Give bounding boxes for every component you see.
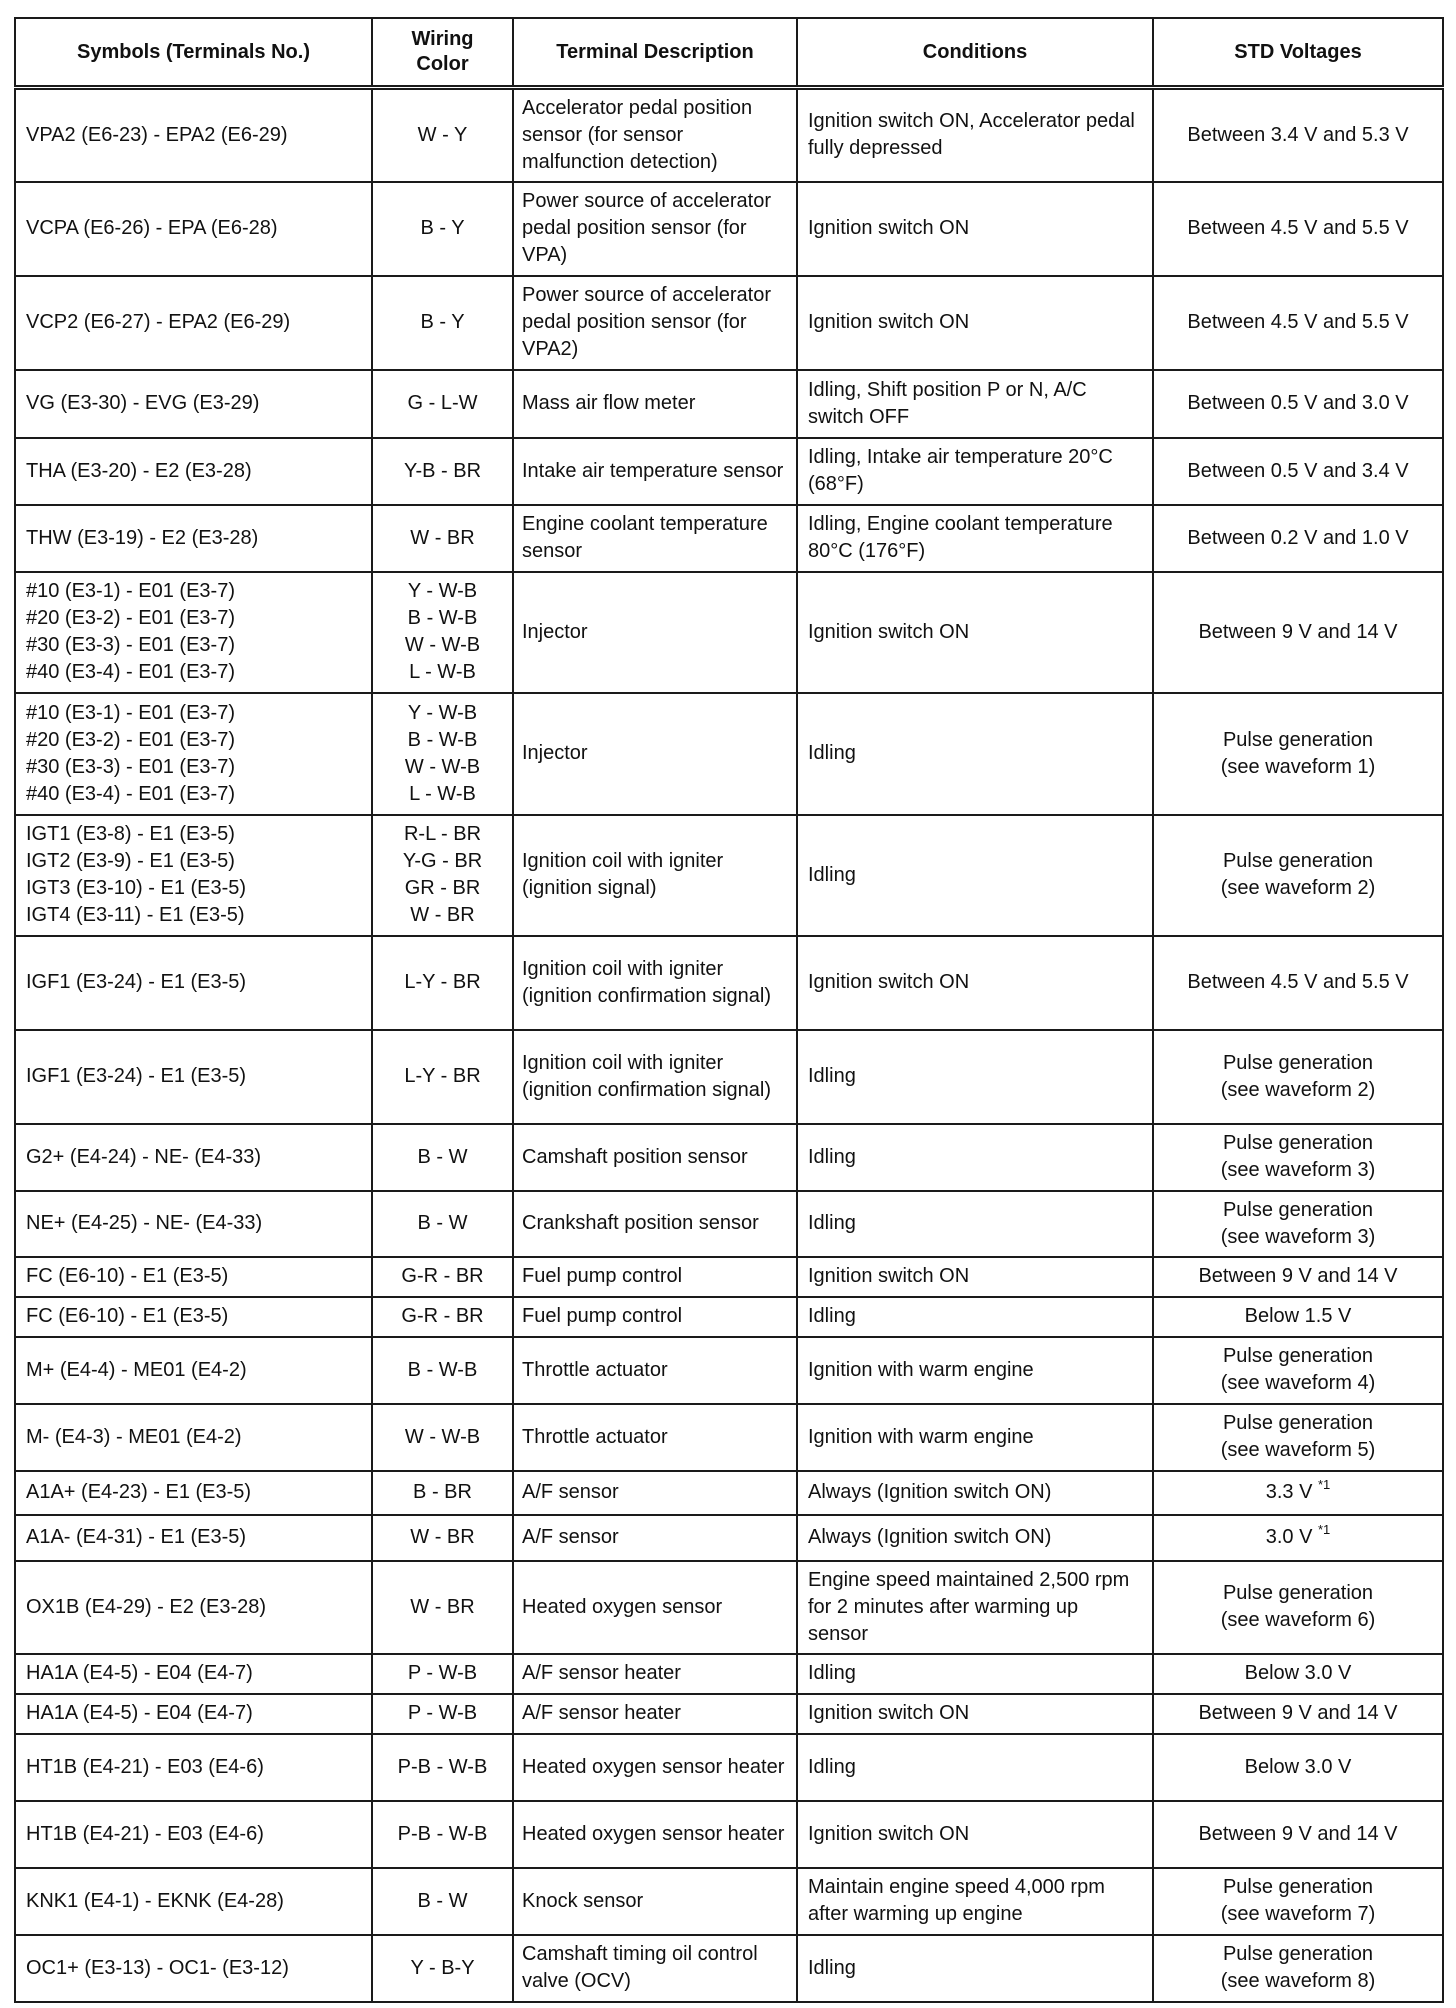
wiring-color: B - W [417, 1212, 468, 1234]
std-voltage-cell [1153, 1868, 1443, 1935]
table-row [15, 1734, 1443, 1801]
terminal-description-cell: Camshaft position sensor [513, 1124, 797, 1191]
terminal-symbol: THA (E3-20) - E2 (E3-28) [26, 459, 252, 482]
symbols-cell [15, 1471, 372, 1515]
terminal-description-cell: Injector [513, 693, 797, 815]
std-voltage-cell [1153, 1515, 1443, 1561]
symbols-cell [15, 438, 372, 505]
terminal-description-cell: A/F sensor heater [513, 1694, 797, 1734]
conditions-cell: Ignition switch ON [797, 1694, 1153, 1734]
terminal-description-cell: Fuel pump control [513, 1297, 797, 1337]
wiring-color-cell [372, 1868, 513, 1935]
symbols-cell [15, 88, 372, 182]
conditions-cell: Ignition with warm engine [797, 1404, 1153, 1471]
terminal-symbol: M- (E4-3) - ME01 (E4-2) [26, 1425, 242, 1448]
wiring-color: W - W-B [404, 634, 481, 656]
table-row [15, 182, 1443, 276]
wiring-color: B - BR [413, 1481, 472, 1503]
wiring-color-cell [372, 1471, 513, 1515]
std-voltage-cell [1153, 815, 1443, 936]
table-row [15, 1935, 1443, 2002]
wiring-color-cell [372, 88, 513, 182]
terminal-symbol: #40 (E3-4) - E01 (E3-7) [26, 661, 235, 683]
table-row [15, 438, 1443, 505]
std-voltage-cell [1153, 1471, 1443, 1515]
terminal-symbol: IGT1 (E3-8) - E1 (E3-5) [26, 823, 235, 845]
std-voltage-cell [1153, 1654, 1443, 1694]
terminal-description-cell: Knock sensor [513, 1868, 797, 1935]
header-wiring-line2: Color [416, 53, 469, 75]
terminal-description-cell: Camshaft timing oil control valve (OCV) [513, 1935, 797, 2002]
header-symbols: Symbols (Terminals No.) [15, 18, 372, 88]
conditions-cell: Idling [797, 1654, 1153, 1694]
std-voltage-cell [1153, 1191, 1443, 1257]
terminal-symbol: VCPA (E6-26) - EPA (E6-28) [26, 217, 278, 239]
terminal-description-cell: Fuel pump control [513, 1257, 797, 1297]
terminal-symbol: IGF1 (E3-24) - E1 (E3-5) [26, 1065, 247, 1087]
symbols-cell [15, 1124, 372, 1191]
terminal-symbol: HA1A (E4-5) - E04 (E4-7) [26, 1702, 253, 1724]
wiring-color: W - BR [410, 526, 475, 549]
terminal-symbol: #10 (E3-1) - E01 (E3-7) [26, 580, 235, 602]
conditions-cell: Maintain engine speed 4,000 rpm after warming up engine [797, 1868, 1153, 1935]
std-voltage-value: Between 0.5 V and 3.0 V [1187, 392, 1409, 414]
terminal-description-cell: Ignition coil with igniter (ignition confirmation signal) [513, 936, 797, 1030]
terminal-description-cell: Heated oxygen sensor heater [513, 1801, 797, 1868]
symbols-cell [15, 1561, 372, 1654]
wiring-color-cell [372, 815, 513, 936]
symbols-cell [15, 182, 372, 276]
std-voltage-value: Between 3.4 V and 5.3 V [1187, 123, 1409, 146]
conditions-cell: Idling [797, 1734, 1153, 1801]
wiring-color-cell [372, 693, 513, 815]
wiring-color-cell [372, 936, 513, 1030]
table-row [15, 1257, 1443, 1297]
terminal-description-cell: A/F sensor [513, 1471, 797, 1515]
conditions-cell: Ignition with warm engine [797, 1337, 1153, 1404]
std-voltage-cell [1153, 1694, 1443, 1734]
header-row [15, 18, 1443, 88]
wiring-color: G-R - BR [401, 1265, 484, 1287]
conditions-cell: Idling [797, 693, 1153, 815]
wiring-color: B - W-B [407, 1358, 478, 1381]
wiring-color-cell [372, 276, 513, 370]
symbols-cell [15, 1404, 372, 1471]
conditions-cell: Ignition switch ON [797, 1257, 1153, 1297]
symbols-cell [15, 1030, 372, 1124]
terminal-description-cell: Crankshaft position sensor [513, 1191, 797, 1257]
std-voltage-cell [1153, 1404, 1443, 1471]
wiring-color-cell [372, 182, 513, 276]
wiring-color-cell [372, 1124, 513, 1191]
std-voltage-value: Between 4.5 V and 5.5 V [1187, 217, 1409, 239]
symbols-cell [15, 1191, 372, 1257]
wiring-color-cell [372, 1515, 513, 1561]
wiring-color: B - W [417, 1889, 468, 1912]
std-voltage-cell [1153, 936, 1443, 1030]
table-row [15, 1654, 1443, 1694]
terminal-symbol: OC1+ (E3-13) - OC1- (E3-12) [26, 1956, 289, 1979]
conditions-cell: Idling [797, 1191, 1153, 1257]
table-row [15, 276, 1443, 370]
std-voltage-value: Below 1.5 V [1244, 1305, 1352, 1327]
terminal-description-cell: Intake air temperature sensor [513, 438, 797, 505]
std-voltage-cell [1153, 1337, 1443, 1404]
table-row [15, 815, 1443, 936]
wiring-color-cell [372, 438, 513, 505]
table-row [15, 1337, 1443, 1404]
wiring-color: B - Y [420, 311, 465, 333]
std-voltage-value: Pulse generation (see waveform 6) [1220, 1582, 1376, 1631]
terminal-description-cell: Mass air flow meter [513, 370, 797, 438]
wiring-color: G-R - BR [401, 1305, 484, 1327]
wiring-color: W - BR [410, 1526, 475, 1548]
table-row [15, 1868, 1443, 1935]
std-voltage-value: Between 4.5 V and 5.5 V [1187, 971, 1409, 993]
terminal-symbol: VG (E3-30) - EVG (E3-29) [26, 392, 260, 414]
std-voltage-value: Below 3.0 V [1244, 1662, 1352, 1684]
terminal-symbol: VCP2 (E6-27) - EPA2 (E6-29) [26, 311, 291, 333]
conditions-cell: Idling, Shift position P or N, A/C switch OFF [797, 370, 1153, 438]
symbols-cell [15, 1801, 372, 1868]
table-row [15, 1801, 1443, 1868]
table-row [15, 936, 1443, 1030]
terminal-description-cell: Ignition coil with igniter (ignition confirmation signal) [513, 1030, 797, 1124]
symbols-cell [15, 936, 372, 1030]
terminal-symbol: G2+ (E4-24) - NE- (E4-33) [26, 1145, 262, 1168]
wiring-color-cell [372, 1734, 513, 1801]
std-voltage-cell [1153, 1801, 1443, 1868]
conditions-cell: Ignition switch ON [797, 182, 1153, 276]
std-voltage-value: Pulse generation (see waveform 7) [1220, 1876, 1376, 1925]
table-row [15, 1030, 1443, 1124]
conditions-cell: Ignition switch ON, Accelerator pedal fully depressed [797, 88, 1153, 182]
table-row [15, 88, 1443, 182]
table-row [15, 1404, 1443, 1471]
terminal-symbol: #10 (E3-1) - E01 (E3-7) [26, 701, 235, 724]
wiring-color: Y - B-Y [410, 1956, 475, 1979]
terminal-symbol: #30 (E3-3) - E01 (E3-7) [26, 755, 235, 778]
std-voltage-value: Pulse generation (see waveform 4) [1220, 1345, 1376, 1394]
terminal-symbol: IGF1 (E3-24) - E1 (E3-5) [26, 971, 247, 993]
symbols-cell [15, 1935, 372, 2002]
conditions-cell: Idling [797, 815, 1153, 936]
terminal-description-cell: Engine coolant temperature sensor [513, 505, 797, 572]
std-voltage-cell [1153, 370, 1443, 438]
wiring-color-cell [372, 1337, 513, 1404]
std-voltage-cell [1153, 1561, 1443, 1654]
std-voltage-cell [1153, 1297, 1443, 1337]
terminal-symbol: IGT2 (E3-9) - E1 (E3-5) [26, 850, 235, 872]
terminal-symbol: #30 (E3-3) - E01 (E3-7) [26, 634, 235, 656]
wiring-color: P-B - W-B [397, 1755, 488, 1778]
symbols-cell [15, 1734, 372, 1801]
terminal-symbol: A1A- (E4-31) - E1 (E3-5) [26, 1526, 247, 1548]
terminal-symbol: HA1A (E4-5) - E04 (E4-7) [26, 1662, 253, 1684]
terminal-symbol: HT1B (E4-21) - E03 (E4-6) [26, 1755, 264, 1778]
std-voltage-value: Between 9 V and 14 V [1198, 1822, 1398, 1845]
symbols-cell [15, 1694, 372, 1734]
terminal-symbol: FC (E6-10) - E1 (E3-5) [26, 1305, 229, 1327]
terminal-symbol: M+ (E4-4) - ME01 (E4-2) [26, 1358, 247, 1381]
std-voltage-value: 3.3 V [1265, 1481, 1313, 1503]
conditions-cell: Ignition switch ON [797, 276, 1153, 370]
std-voltage-cell [1153, 1124, 1443, 1191]
symbols-cell [15, 276, 372, 370]
terminal-description-cell: Heated oxygen sensor [513, 1561, 797, 1654]
terminal-description-cell: Ignition coil with igniter (ignition signal) [513, 815, 797, 936]
wiring-color: Y - W-B [407, 580, 478, 602]
terminal-symbol: #40 (E3-4) - E01 (E3-7) [26, 782, 235, 805]
std-voltage-cell [1153, 1030, 1443, 1124]
std-voltage-value: Pulse generation (see waveform 3) [1220, 1198, 1376, 1248]
wiring-color: W - Y [417, 123, 468, 146]
conditions-cell: Idling, Intake air temperature 20°C (68°F) [797, 438, 1153, 505]
footnote-marker: *1 [1317, 1522, 1331, 1537]
symbols-cell [15, 1515, 372, 1561]
wiring-color: L-Y - BR [404, 971, 481, 993]
std-voltage-value: Between 9 V and 14 V [1198, 1265, 1398, 1287]
table-row [15, 1124, 1443, 1191]
symbols-cell [15, 370, 372, 438]
wiring-color-cell [372, 1654, 513, 1694]
symbols-cell [15, 1257, 372, 1297]
terminal-symbol: #20 (E3-2) - E01 (E3-7) [26, 607, 235, 629]
terminal-symbol: #20 (E3-2) - E01 (E3-7) [26, 728, 235, 751]
wiring-color: W - BR [410, 1595, 475, 1618]
table-row [15, 1515, 1443, 1561]
wiring-color-cell [372, 1935, 513, 2002]
table-body [15, 88, 1443, 2002]
conditions-cell: Engine speed maintained 2,500 rpm for 2 minutes after warming up sensor [797, 1561, 1153, 1654]
wiring-color: W - W-B [404, 755, 481, 778]
table-row [15, 1694, 1443, 1734]
terminal-symbol: THW (E3-19) - E2 (E3-28) [26, 526, 259, 549]
header-wiring-line1: Wiring [411, 28, 474, 50]
std-voltage-value: Between 0.2 V and 1.0 V [1187, 526, 1409, 549]
std-voltage-value: Pulse generation (see waveform 2) [1220, 850, 1376, 899]
wiring-color: B - W-B [407, 728, 478, 751]
terminal-description-cell: Accelerator pedal position sensor (for sensor malfunction detection) [513, 88, 797, 182]
std-voltage-cell [1153, 1257, 1443, 1297]
terminal-symbol: OX1B (E4-29) - E2 (E3-28) [26, 1595, 267, 1618]
wiring-color: W - BR [410, 904, 475, 926]
terminal-description-cell: A/F sensor [513, 1515, 797, 1561]
wiring-color: Y-B - BR [403, 459, 482, 482]
wiring-color-cell [372, 572, 513, 693]
table-row [15, 1297, 1443, 1337]
std-voltage-value: 3.0 V [1265, 1526, 1313, 1548]
wiring-color: P - W-B [407, 1702, 478, 1724]
conditions-cell: Idling [797, 1030, 1153, 1124]
wiring-color: G - L-W [407, 392, 478, 414]
wiring-color: L - W-B [409, 661, 476, 683]
wiring-color-cell [372, 1297, 513, 1337]
wiring-color-cell [372, 1561, 513, 1654]
std-voltage-cell [1153, 88, 1443, 182]
header-conditions: Conditions [797, 18, 1153, 88]
symbols-cell [15, 572, 372, 693]
wiring-color: B - W-B [407, 607, 478, 629]
conditions-cell: Idling [797, 1124, 1153, 1191]
table-row [15, 693, 1443, 815]
symbols-cell [15, 815, 372, 936]
terminal-description-cell: Throttle actuator [513, 1337, 797, 1404]
std-voltage-cell [1153, 276, 1443, 370]
terminal-symbol: NE+ (E4-25) - NE- (E4-33) [26, 1212, 263, 1234]
std-voltage-value: Pulse generation (see waveform 3) [1220, 1132, 1376, 1181]
wiring-color: B - Y [420, 217, 465, 239]
terminal-description-cell: Heated oxygen sensor heater [513, 1734, 797, 1801]
table-row [15, 1191, 1443, 1257]
std-voltage-value: Pulse generation (see waveform 2) [1220, 1051, 1376, 1101]
conditions-cell: Idling, Engine coolant temperature 80°C (176°F) [797, 505, 1153, 572]
wiring-color: W - W-B [404, 1425, 481, 1448]
symbols-cell [15, 1654, 372, 1694]
terminal-description-cell: Power source of accelerator pedal position sensor (for VPA2) [513, 276, 797, 370]
wiring-color: Y - W-B [407, 701, 478, 724]
conditions-cell: Idling [797, 1297, 1153, 1337]
terminal-symbol: A1A+ (E4-23) - E1 (E3-5) [26, 1481, 252, 1503]
wiring-color-cell [372, 370, 513, 438]
terminal-symbol: IGT3 (E3-10) - E1 (E3-5) [26, 877, 247, 899]
std-voltage-value: Between 9 V and 14 V [1198, 1702, 1398, 1724]
std-voltage-cell [1153, 693, 1443, 815]
table-row [15, 370, 1443, 438]
terminal-symbol: IGT4 (E3-11) - E1 (E3-5) [26, 904, 245, 926]
footnote-marker: *1 [1317, 1477, 1331, 1492]
table-row [15, 572, 1443, 693]
terminal-symbol: KNK1 (E4-1) - EKNK (E4-28) [26, 1889, 284, 1912]
wiring-color-cell [372, 1694, 513, 1734]
wiring-color: Y-G - BR [402, 850, 483, 872]
conditions-cell: Ignition switch ON [797, 1801, 1153, 1868]
wiring-color: P - W-B [407, 1662, 478, 1684]
conditions-cell: Idling [797, 1935, 1153, 2002]
header-terminal-description: Terminal Description [513, 18, 797, 88]
std-voltage-value: Pulse generation (see waveform 5) [1220, 1412, 1376, 1461]
conditions-cell: Always (Ignition switch ON) [797, 1515, 1153, 1561]
wiring-color-cell [372, 1404, 513, 1471]
std-voltage-cell [1153, 1734, 1443, 1801]
wiring-color-cell [372, 505, 513, 572]
conditions-cell: Always (Ignition switch ON) [797, 1471, 1153, 1515]
std-voltage-value: Between 0.5 V and 3.4 V [1187, 459, 1409, 482]
wiring-color-cell [372, 1257, 513, 1297]
symbols-cell [15, 1337, 372, 1404]
terminal-description-cell: A/F sensor heater [513, 1654, 797, 1694]
wiring-color: B - W [417, 1145, 468, 1168]
std-voltage-cell [1153, 438, 1443, 505]
ecm-terminal-table [14, 17, 1444, 2003]
header-std-voltages: STD Voltages [1153, 18, 1443, 88]
std-voltage-cell [1153, 572, 1443, 693]
wiring-color: L-Y - BR [404, 1065, 481, 1087]
terminal-description-cell: Power source of accelerator pedal position sensor (for VPA) [513, 182, 797, 276]
std-voltage-value: Below 3.0 V [1244, 1755, 1352, 1778]
std-voltage-cell [1153, 182, 1443, 276]
terminal-symbol: VPA2 (E6-23) - EPA2 (E6-29) [26, 123, 288, 146]
std-voltage-value: Pulse generation (see waveform 1) [1220, 728, 1376, 778]
terminal-description-cell: Throttle actuator [513, 1404, 797, 1471]
wiring-color-cell [372, 1801, 513, 1868]
terminal-voltage-sheet [14, 17, 1442, 2003]
symbols-cell [15, 505, 372, 572]
wiring-color: R-L - BR [403, 823, 482, 845]
symbols-cell [15, 1297, 372, 1337]
table-row [15, 1471, 1443, 1515]
symbols-cell [15, 693, 372, 815]
wiring-color: GR - BR [404, 877, 481, 899]
std-voltage-cell [1153, 1935, 1443, 2002]
wiring-color-cell [372, 1191, 513, 1257]
wiring-color: L - W-B [409, 782, 476, 805]
std-voltage-value: Between 9 V and 14 V [1198, 620, 1398, 643]
terminal-description-cell: Injector [513, 572, 797, 693]
table-row [15, 1561, 1443, 1654]
wiring-color: P-B - W-B [397, 1822, 488, 1845]
std-voltage-value: Between 4.5 V and 5.5 V [1187, 311, 1409, 333]
wiring-color-cell [372, 1030, 513, 1124]
terminal-symbol: FC (E6-10) - E1 (E3-5) [26, 1265, 229, 1287]
header-wiring-color [372, 18, 513, 88]
std-voltage-value: Pulse generation (see waveform 8) [1220, 1943, 1376, 1992]
conditions-cell: Ignition switch ON [797, 572, 1153, 693]
symbols-cell [15, 1868, 372, 1935]
conditions-cell: Ignition switch ON [797, 936, 1153, 1030]
table-row [15, 505, 1443, 572]
std-voltage-cell [1153, 505, 1443, 572]
terminal-symbol: HT1B (E4-21) - E03 (E4-6) [26, 1822, 264, 1845]
